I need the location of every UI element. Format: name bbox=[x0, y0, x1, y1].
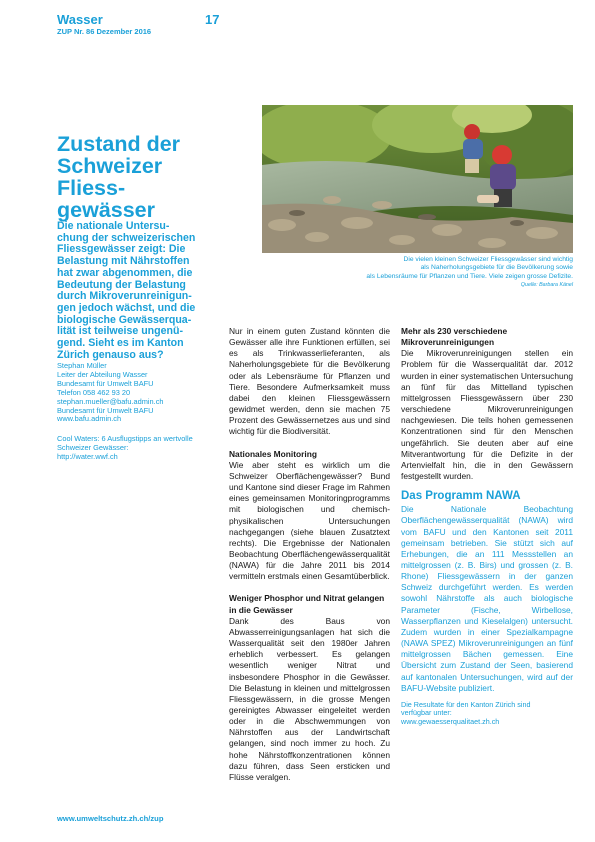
headline-line: Fliess- bbox=[57, 176, 126, 200]
intro-paragraph: Nur in einem guten Zustand könnten die Gewässer alle ihre Funktionen erfüllen, sei es als Trinkwasserlieferanten, als Naherholungsgebiete für die Bevölkerung oder als Lebensräume für Pflanzen und Tiere. Besondere Aufmerksamkeit muss dabei den kleinen Fliessgewässern gewidmet werden, denn sie machen 75 Prozent des Gewässernetzes aus und sind wichtig für die Biodiversität. bbox=[229, 326, 390, 437]
lead-line: gend. Sieht es im Kanton bbox=[57, 337, 184, 350]
photo-caption bbox=[262, 256, 573, 289]
lead-line: gen jedoch wächst, und die bbox=[57, 301, 196, 314]
section-paragraph: Dank des Baus von Abwasserreinigungsanlagen hat sich die Wasserqualität seit den 1980er Jahren erheblich verbessert. Es gelangen wesentlich weniger Nitrat und insbesondere Phosphor in die Gewässer. Die Belastung in kleinen und mittelgrossen Fliessgewässern, in die grosse Mengen gereinigtes Abwasser eingeleitet werden oder in die Abschwemmungen von Nährstoffen aus der Landwirtschaft gelangen, sind noch immer zu hoch. Zu hohe Nährstoffkonzentrationen können dazu führen, dass Seen ersticken und Flüsse veralgen. bbox=[229, 615, 390, 782]
author-info bbox=[57, 362, 227, 424]
lead-line: chung der schweizerischen bbox=[57, 231, 196, 244]
author-role: Leiter der Abteilung Wasser bbox=[57, 369, 148, 379]
results-link[interactable]: www.gewaesserqualitaet.zh.ch bbox=[401, 717, 500, 727]
headline-line: gewässer bbox=[57, 198, 156, 222]
info-box-text: Die Nationale Beobachtung Oberflächengewässerqualität (NAWA) wird vom BAFU und den Kantonen seit 2011 gemeinsam betrieben. Sie stützt sich auf Erhebungen, die an 111 Messstellen an mittelgrossen (z. B. Birs) und grossen (z. B. Rhone) Fliessgewässern in der ganzen Schweiz durchgeführt werden. Es werden sowohl Nährstoffe als auch biologische Parameter (Fische, Wirbellose, Wasserpflanzen und Kieselalgen) untersucht. Zudem wurden in einer Spezialkampagne (NAWA SPEZ) Mikroverunreinigungen an fünf mittelgrossen Bächen gemessen. Eine Übersicht zum Zustand der Seen, basierend auf kantonalen Untersuchungen, wird auf der BAFU-Website publiziert. bbox=[401, 504, 573, 693]
note-line: Die Resultate für den Kanton Zürich sind bbox=[401, 699, 531, 709]
article-photo bbox=[262, 105, 573, 253]
lead-line: hat zwar abgenommen, die bbox=[57, 266, 193, 279]
body-column-right bbox=[401, 326, 573, 727]
body-column-middle bbox=[229, 326, 390, 783]
tip-line: Cool Waters: 6 Ausflugstipps an wertvolle bbox=[57, 434, 193, 443]
note-line: verfügbar unter: bbox=[401, 708, 452, 718]
author-email-link[interactable]: stephan.mueller@bafu.admin.ch bbox=[57, 396, 164, 406]
section-paragraph: Die Mikroverunreinigungen stellen ein Problem für die Wasserqualität dar. 2012 wurden in einer systematischen Untersuchung an fünf für das Mittelland typischen mittelgrossen Fliessgewässern über 230 verschiedene Mikroverunreinigungen nachgewiesen. Die teils hohen gemessenen Konzentrationen sind für den Menschen ungefährlich. Sie deuten aber auf eine Mitverantwortung für die Defizite in der Artenvielfalt hin, die in den Gewässern festgestellt wurden. bbox=[401, 348, 573, 482]
lead-line: Zürich genauso aus? bbox=[57, 348, 164, 361]
author-office: Bundesamt für Umwelt BAFU bbox=[57, 378, 154, 388]
tip-line: Schweizer Gewässer: bbox=[57, 442, 129, 452]
results-note bbox=[401, 701, 573, 727]
caption-line: als Lebensräume für Pflanzen und Tiere. Viele zeigen grosse Defizite. bbox=[366, 272, 573, 280]
tip-box bbox=[57, 435, 227, 462]
stream-photo-illustration bbox=[262, 105, 573, 253]
lead-line: Fliessgewässer zeigt: Die bbox=[57, 243, 186, 256]
section-heading: Weniger Phosphor und Nitrat gelangen in die Gewässer bbox=[229, 593, 385, 615]
author-name: Stephan Müller bbox=[57, 361, 107, 370]
lead-line: Belastung mit Nährstoffen bbox=[57, 255, 190, 268]
lead-line: Bedeutung der Belastung bbox=[57, 278, 186, 291]
article-headline bbox=[57, 133, 237, 221]
info-box-title: Das Programm NAWA bbox=[401, 490, 521, 503]
lead-line: biologische Gewässerqua- bbox=[57, 313, 192, 326]
headline-line: Zustand der bbox=[57, 132, 181, 156]
author-office: Bundesamt für Umwelt BAFU bbox=[57, 405, 154, 415]
section-heading: Nationales Monitoring bbox=[229, 448, 317, 459]
author-website-link[interactable]: www.bafu.admin.ch bbox=[57, 414, 122, 424]
lead-line: lität ist teilweise ungenü- bbox=[57, 325, 183, 338]
article-lead bbox=[57, 221, 227, 361]
headline-line: Schweizer bbox=[57, 154, 163, 178]
footer-link[interactable]: www.umweltschutz.zh.ch/zup bbox=[57, 814, 164, 823]
section-title: Wasser bbox=[57, 12, 103, 27]
lead-line: durch Mikroverunreinigun- bbox=[57, 290, 192, 303]
caption-line: Die vielen kleinen Schweizer Fliessgewässer sind wichtig bbox=[403, 256, 573, 263]
section-paragraph: Wie aber steht es wirklich um die Schweizer Oberflächengewässer? Bund und Kantone sind dieser Frage im Rahmen eines gemeinsamen Monitoringprogramms mit biologischen und chemisch-physikalischen Untersuchungen nachgegangen (siehe blauen Zusatztext rechts). Die Ergebnisse der Nationalen Beobachtung Oberflächengewässerqualität (NAWA) für die Jahre 2011 bis 2014 vermitteln erstmals einen Gesamtüberblick. bbox=[229, 459, 390, 582]
lead-line: Die nationale Untersu- bbox=[57, 220, 170, 232]
page-number: 17 bbox=[205, 12, 220, 27]
photo-source: Quelle: Barbara Känel bbox=[520, 281, 573, 288]
issue-label: ZUP Nr. 86 Dezember 2016 bbox=[57, 27, 152, 36]
author-phone: Telefon 058 462 93 20 bbox=[57, 387, 131, 397]
caption-line: als Naherholungsgebiete für die Bevölkerung sowie bbox=[420, 264, 573, 272]
tip-link[interactable]: http://water.wwf.ch bbox=[57, 451, 118, 461]
section-heading: Mehr als 230 verschiedene Mikroverunreinigungen bbox=[401, 326, 508, 348]
